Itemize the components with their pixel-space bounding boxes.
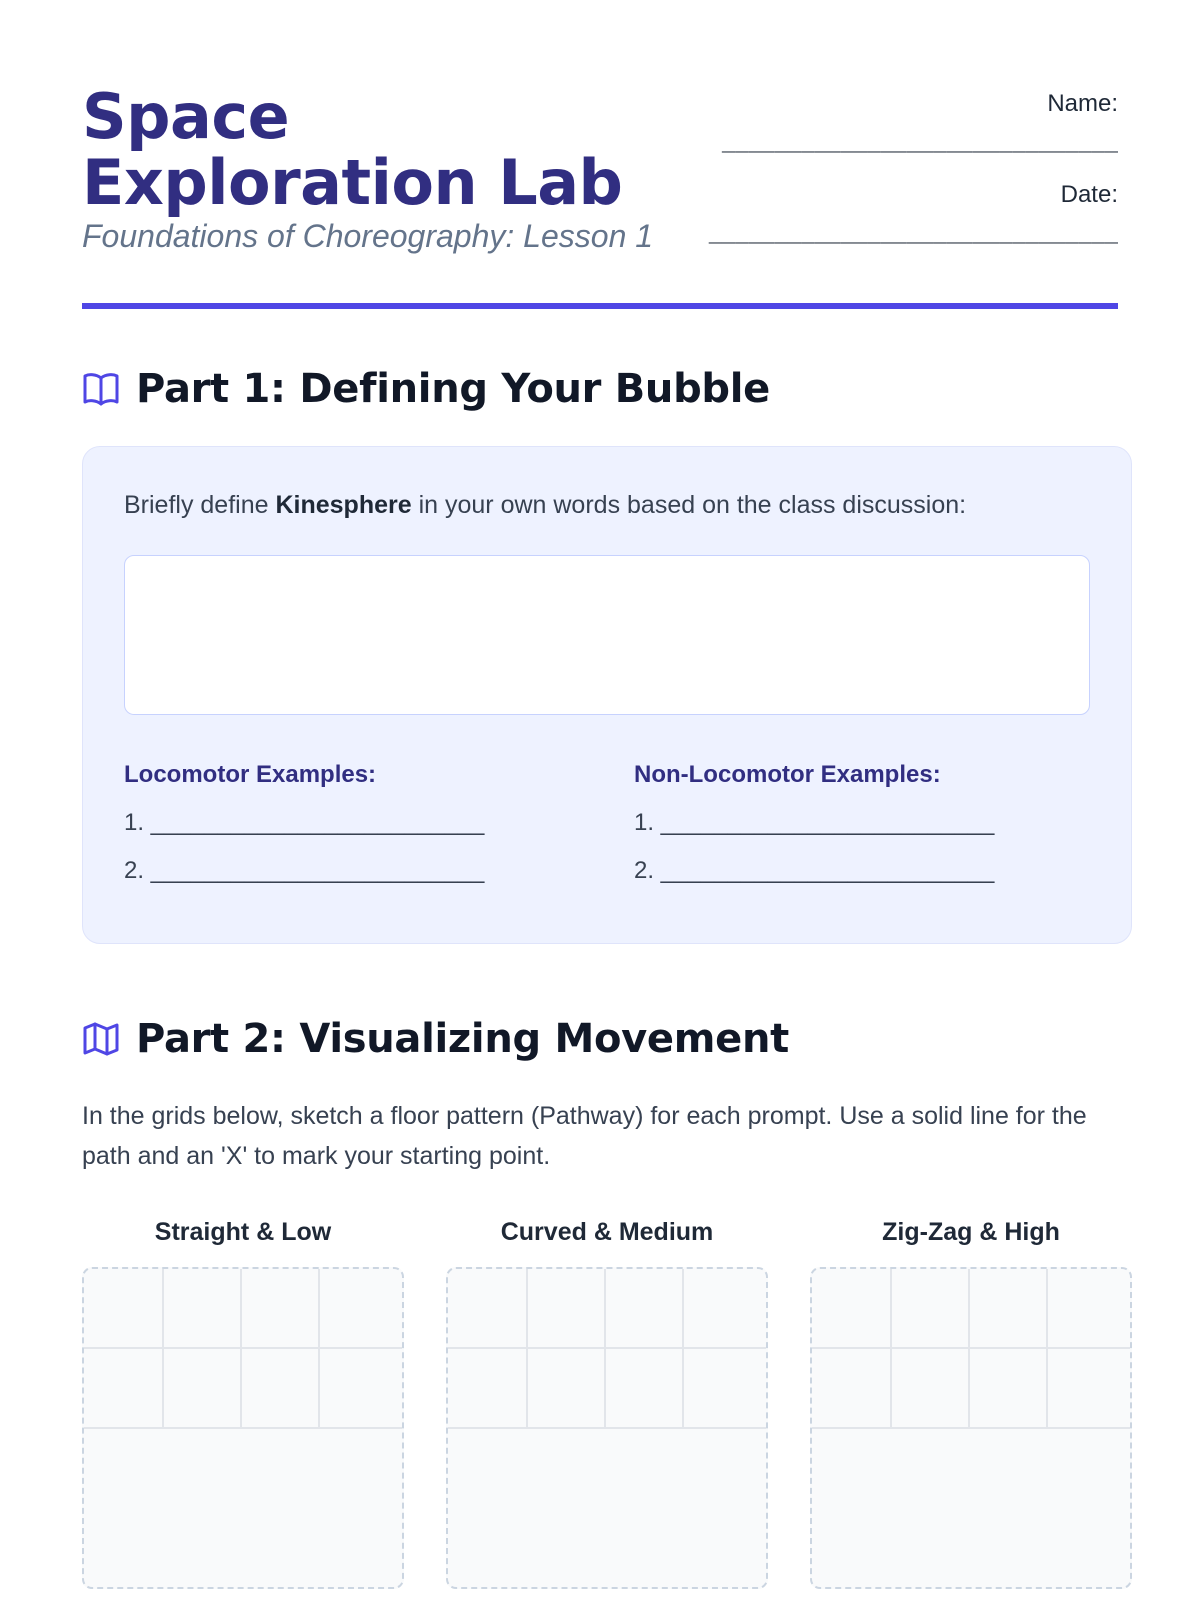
name-label: Name: — [1047, 90, 1118, 117]
sketch-grid[interactable] — [82, 1267, 404, 1589]
grid-label: Straight & Low — [154, 1218, 332, 1246]
locomotor-item[interactable]: 1. _________________________ — [124, 809, 485, 836]
pathway-grid-curved-medium — [446, 1218, 768, 1589]
pathway-grids — [82, 1218, 1132, 1589]
kinesphere-answer-box[interactable] — [124, 555, 1090, 715]
grid-label: Zig-Zag & High — [882, 1218, 1060, 1246]
open-book-icon — [82, 371, 120, 407]
kinesphere-prompt: Briefly define Kinesphere in your own words based on the class discussion: — [124, 491, 967, 519]
part2-instructions: In the grids below, sketch a floor pattern (Pathway) for each prompt. Use a solid line for the path and an 'X' to mark your starting point. — [82, 1102, 1087, 1170]
non-locomotor-item[interactable]: 1. _________________________ — [634, 809, 995, 836]
name-field[interactable]: ______________________________ — [721, 132, 1118, 157]
pathway-grid-zigzag-high — [810, 1218, 1132, 1589]
locomotor-title: Locomotor Examples: — [124, 761, 377, 788]
part1-title: Part 1: Defining Your Bubble — [136, 366, 771, 412]
kinesphere-term: Kinesphere — [275, 491, 412, 519]
part1-card — [82, 446, 1132, 944]
date-field[interactable]: _______________________________ — [708, 223, 1118, 248]
page-title: Space Exploration Lab — [82, 80, 623, 219]
pathway-grid-straight-low — [82, 1218, 404, 1589]
sketch-grid[interactable] — [446, 1267, 768, 1589]
non-locomotor-item[interactable]: 2. _________________________ — [634, 857, 995, 884]
sketch-grid[interactable] — [810, 1267, 1132, 1589]
locomotor-examples — [124, 761, 484, 905]
grid-label: Curved & Medium — [500, 1218, 714, 1246]
date-label: Date: — [1060, 181, 1118, 208]
header-divider — [82, 303, 1118, 309]
folded-map-icon — [82, 1021, 120, 1057]
worksheet-header — [82, 0, 1118, 310]
non-locomotor-title: Non-Locomotor Examples: — [634, 761, 941, 788]
non-locomotor-examples — [634, 761, 994, 905]
part1-heading — [82, 366, 770, 412]
locomotor-item[interactable]: 2. _________________________ — [124, 857, 485, 884]
page-subtitle: Foundations of Choreography: Lesson 1 — [82, 218, 654, 254]
student-info — [709, 90, 1118, 248]
part2-title: Part 2: Visualizing Movement — [136, 1016, 789, 1062]
part2-heading — [82, 1016, 789, 1062]
